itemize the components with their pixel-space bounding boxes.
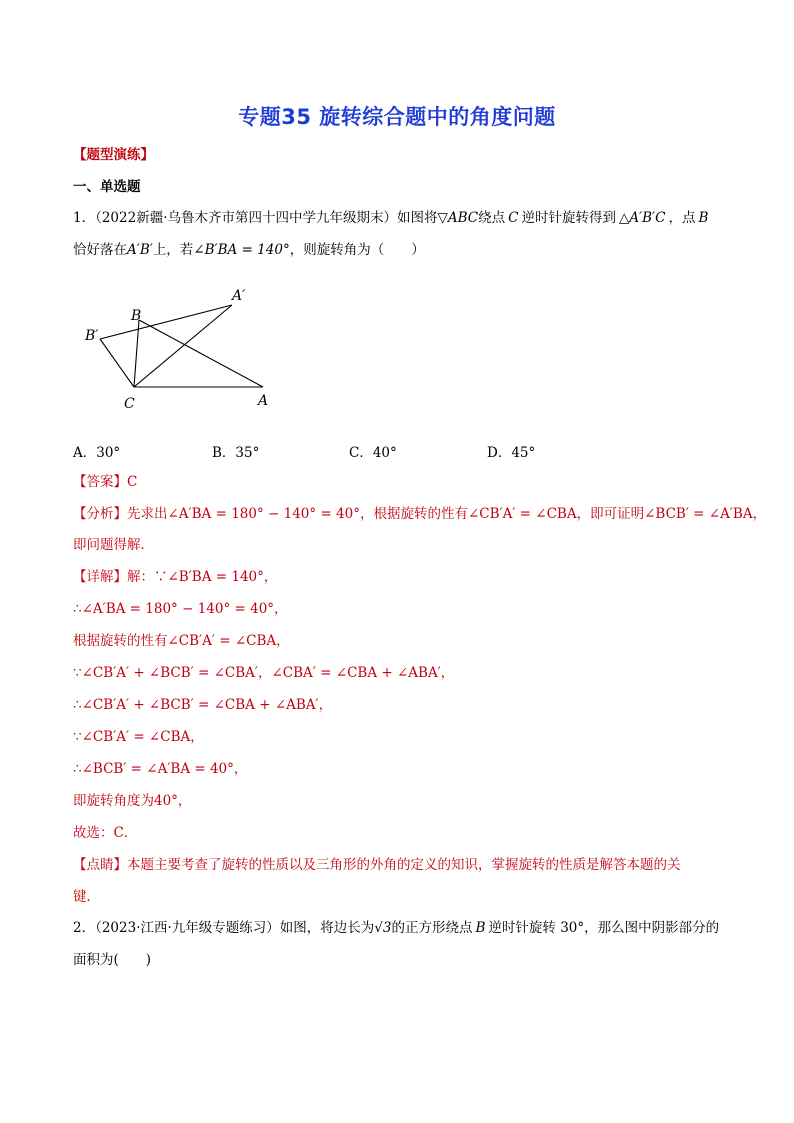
option-a: A．30°: [73, 445, 121, 461]
answer-line: 【答案】C: [73, 474, 138, 490]
question-2-line-2: 面积为( ): [73, 952, 152, 968]
label-b: B: [131, 308, 142, 324]
analysis-line-1: 【分析】先求出∠A′BA = 180° − 140° = 40°，根据旋转的性有∠CB′A′ = ∠CBA，即可证明∠BCB′ = ∠A′BA，: [73, 506, 767, 522]
detail-line-5: ∴∠CB′A′ + ∠BCB′ = ∠CBA + ∠ABA′，: [73, 697, 333, 713]
label-a-prime: A′: [232, 288, 246, 304]
detail-line-1: 【详解】解：∵∠B′BA = 140°，: [73, 569, 278, 585]
detail-line-7: ∴∠BCB′ = ∠A′BA = 40°，: [73, 761, 248, 777]
comment-line-2: 键．: [73, 889, 100, 905]
detail-line-3: 根据旋转的性有∠CB′A′ = ∠CBA，: [73, 633, 290, 649]
analysis-line-2: 即问题得解．: [73, 537, 154, 553]
question-1-line-1: 1．（2022新疆·乌鲁木齐市第四十四中学九年级期末）如图将▽ABC绕点 C 逆时针旋转得到 △A′B′C ，点 B: [73, 210, 709, 226]
detail-line-9: 故选：C．: [73, 825, 138, 841]
detail-line-6: ∵∠CB′A′ = ∠CBA，: [73, 729, 204, 745]
detail-line-8: 即旋转角度为40°，: [73, 793, 192, 809]
question-1-line-2: 恰好落在A′B′上，若∠B′BA = 140°，则旋转角为（ ）: [73, 242, 425, 258]
section-heading: 一、单选题: [73, 179, 141, 195]
section-tag: 【题型演练】: [73, 147, 154, 163]
label-a: A: [258, 393, 269, 409]
option-b: B．35°: [212, 445, 260, 461]
detail-line-2: ∴∠A′BA = 180° − 140° = 40°，: [73, 601, 288, 617]
option-d: D．45°: [487, 445, 536, 461]
option-c: C．40°: [349, 445, 397, 461]
label-b-prime: B′: [85, 328, 99, 344]
segment-b-a: [139, 320, 263, 387]
detail-line-4: ∵∠CB′A′ + ∠BCB′ = ∠CBA′，∠CBA′ = ∠CBA + ∠ABA′，: [73, 665, 455, 681]
page-title: 专题35 旋转综合题中的角度问题: [238, 105, 556, 129]
comment-line-1: 【点睛】本题主要考查了旋转的性质以及三角形的外角的定义的知识，掌握旋转的性质是解答本题的关: [73, 857, 681, 873]
question-1-figure: [80, 280, 290, 415]
label-c: C: [124, 396, 135, 412]
question-2-line-1: 2．（2023·江西·九年级专题练习）如图，将边长为√3的正方形绕点 B 逆时针旋转 30°，那么图中阴影部分的: [73, 920, 720, 936]
segment-b-prime-c: [100, 339, 134, 387]
